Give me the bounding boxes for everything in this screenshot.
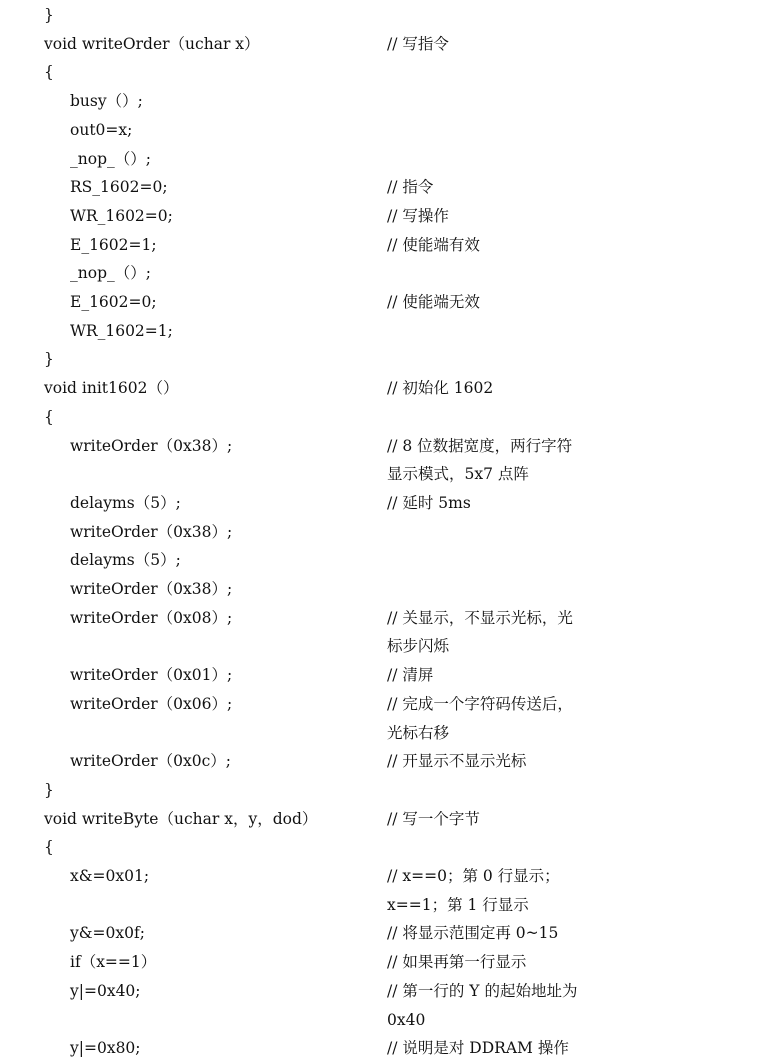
code-line [0, 546, 765, 574]
code-text: writeOrder（0x01）; [70, 666, 233, 685]
code-line [0, 231, 765, 259]
code-line [0, 202, 765, 230]
code-text: writeOrder（0x38）; [70, 522, 233, 541]
code-text: out0=x; [70, 120, 133, 139]
code-line [0, 173, 765, 201]
code-comment: // 将显示范围定再 0~15 [387, 924, 559, 943]
code-text: void init1602（） [44, 379, 179, 398]
code-line [0, 259, 765, 287]
code-comment: 0x40 [387, 1010, 426, 1029]
code-comment: x==1；第 1 行显示 [387, 895, 529, 914]
code-line [0, 776, 765, 804]
code-text: delayms（5）; [70, 551, 181, 570]
code-comment: // 使能端无效 [387, 293, 480, 311]
code-comment: // 使能端有效 [387, 235, 480, 254]
code-line [0, 460, 765, 488]
code-comment: // 写一个字节 [387, 809, 480, 828]
code-line [0, 1, 765, 29]
code-line [0, 1006, 765, 1034]
code-comment: // 关显示，不显示光标，光 [387, 608, 573, 627]
code-line [0, 977, 765, 1005]
code-text: RS_1602=0; [70, 178, 168, 197]
code-comment: // 清屏 [387, 666, 434, 685]
code-comment: // 写指令 [387, 34, 449, 53]
code-line [0, 58, 765, 86]
code-text: delayms（5）; [70, 493, 181, 512]
code-line [0, 632, 765, 660]
code-text: _nop_（）; [70, 264, 151, 283]
code-text: y&=0x0f; [70, 924, 145, 943]
code-comment: // 说明是对 DDRAM 操作 [387, 1039, 569, 1058]
code-line [0, 345, 765, 373]
code-line [0, 805, 765, 833]
code-text: { [44, 407, 54, 426]
code-line [0, 518, 765, 546]
code-comment: // 如果再第一行显示 [387, 953, 527, 972]
code-comment: // 延时 5ms [387, 493, 471, 512]
code-text: y|=0x40; [70, 981, 141, 1000]
code-text: writeOrder（0x0c）; [70, 752, 232, 771]
code-line [0, 116, 765, 144]
code-text: busy（）; [70, 92, 143, 111]
code-comment: // 初始化 1602 [387, 379, 494, 398]
code-line [0, 374, 765, 402]
code-line [0, 862, 765, 890]
code-comment: // 写操作 [387, 206, 449, 225]
code-line [0, 719, 765, 747]
code-line [0, 747, 765, 775]
code-text: } [44, 350, 54, 369]
code-text: writeOrder（0x06）; [70, 694, 233, 713]
code-comment: // 开显示不显示光标 [387, 752, 527, 771]
code-line [0, 145, 765, 173]
code-comment: // 指令 [387, 178, 434, 197]
code-line [0, 1034, 765, 1062]
code-line [0, 604, 765, 632]
code-line [0, 661, 765, 689]
code-text: writeOrder（0x38）; [70, 580, 233, 598]
code-text: WR_1602=1; [70, 321, 173, 340]
code-line [0, 891, 765, 919]
code-text: WR_1602=0; [70, 206, 173, 225]
code-text: x&=0x01; [70, 867, 150, 885]
code-line [0, 288, 765, 316]
code-text: void writeOrder（uchar x） [44, 34, 260, 53]
code-comment: // 8 位数据宽度，两行字符 [387, 436, 573, 455]
code-line [0, 317, 765, 345]
code-text: y|=0x80; [70, 1039, 141, 1058]
code-text: _nop_（）; [70, 149, 151, 168]
code-comment: // 第一行的 Y 的起始地址为 [387, 981, 578, 1000]
code-comment: // 完成一个字符码传送后， [387, 694, 573, 713]
code-text: { [44, 63, 54, 82]
code-text: if（x==1） [70, 953, 157, 972]
code-line [0, 403, 765, 431]
code-text: } [44, 6, 54, 24]
code-line [0, 489, 765, 517]
code-line [0, 87, 765, 115]
code-line [0, 948, 765, 976]
code-line [0, 575, 765, 603]
code-line [0, 919, 765, 947]
code-comment: // x==0；第 0 行显示； [387, 867, 560, 885]
code-line [0, 833, 765, 861]
code-text: void writeByte（uchar x，y，dod） [44, 809, 318, 828]
code-line [0, 30, 765, 58]
code-line [0, 432, 765, 460]
code-text: E_1602=0; [70, 293, 157, 311]
code-text: writeOrder（0x38）; [70, 436, 233, 455]
code-line [0, 690, 765, 718]
code-comment: 显示模式，5x7 点阵 [387, 465, 529, 484]
code-text: E_1602=1; [70, 235, 157, 254]
code-text: } [44, 780, 54, 799]
code-comment: 标步闪烁 [387, 637, 450, 656]
code-text: writeOrder（0x08）; [70, 608, 233, 627]
code-comment: 光标右移 [387, 723, 450, 742]
code-text: { [44, 838, 54, 857]
